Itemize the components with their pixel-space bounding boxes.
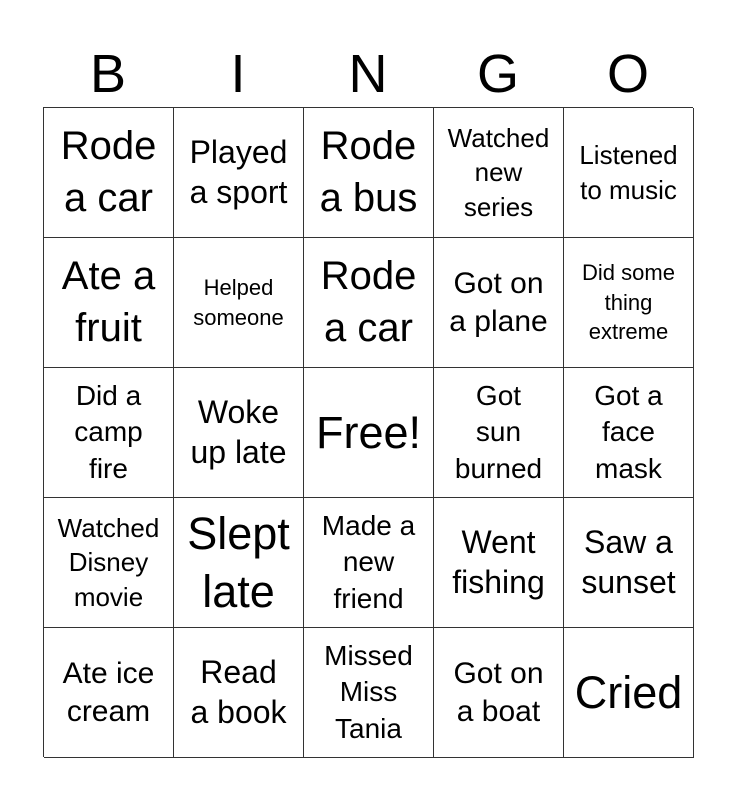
bingo-cell[interactable]: Ate a fruit [44, 238, 174, 368]
bingo-cell[interactable]: Rode a car [304, 238, 434, 368]
header-letter-b: B [89, 44, 127, 104]
bingo-card-grid [43, 107, 693, 757]
bingo-cell[interactable]: Read a book [174, 628, 304, 758]
bingo-cell[interactable]: Played a sport [174, 108, 304, 238]
bingo-cell[interactable]: Slept late [174, 498, 304, 628]
free-space[interactable]: Free! [304, 368, 434, 498]
bingo-cell[interactable]: Got on a boat [434, 628, 564, 758]
bingo-cell[interactable]: Got a face mask [564, 368, 694, 498]
bingo-cell[interactable]: Watched Disney movie [44, 498, 174, 628]
bingo-header [43, 40, 693, 108]
bingo-cell[interactable]: Rode a bus [304, 108, 434, 238]
bingo-cell[interactable]: Got sun burned [434, 368, 564, 498]
bingo-cell[interactable]: Rode a car [44, 108, 174, 238]
header-letter-n: N [348, 44, 388, 104]
header-letter-g: G [476, 44, 519, 104]
bingo-cell[interactable]: Listened to music [564, 108, 694, 238]
bingo-cell[interactable]: Cried [564, 628, 694, 758]
bingo-cell[interactable]: Woke up late [174, 368, 304, 498]
bingo-cell[interactable]: Did a camp fire [44, 368, 174, 498]
bingo-cell[interactable]: Missed Miss Tania [304, 628, 434, 758]
bingo-cell[interactable]: Did some thing extreme [564, 238, 694, 368]
bingo-cell[interactable]: Saw a sunset [564, 498, 694, 628]
bingo-cell[interactable]: Made a new friend [304, 498, 434, 628]
header-letter-o: O [606, 44, 649, 104]
bingo-cell[interactable]: Watched new series [434, 108, 564, 238]
bingo-cell[interactable]: Went fishing [434, 498, 564, 628]
bingo-cell[interactable]: Helped someone [174, 238, 304, 368]
bingo-cell[interactable]: Ate ice cream [44, 628, 174, 758]
header-letter-i: I [230, 44, 246, 104]
bingo-cell[interactable]: Got on a plane [434, 238, 564, 368]
